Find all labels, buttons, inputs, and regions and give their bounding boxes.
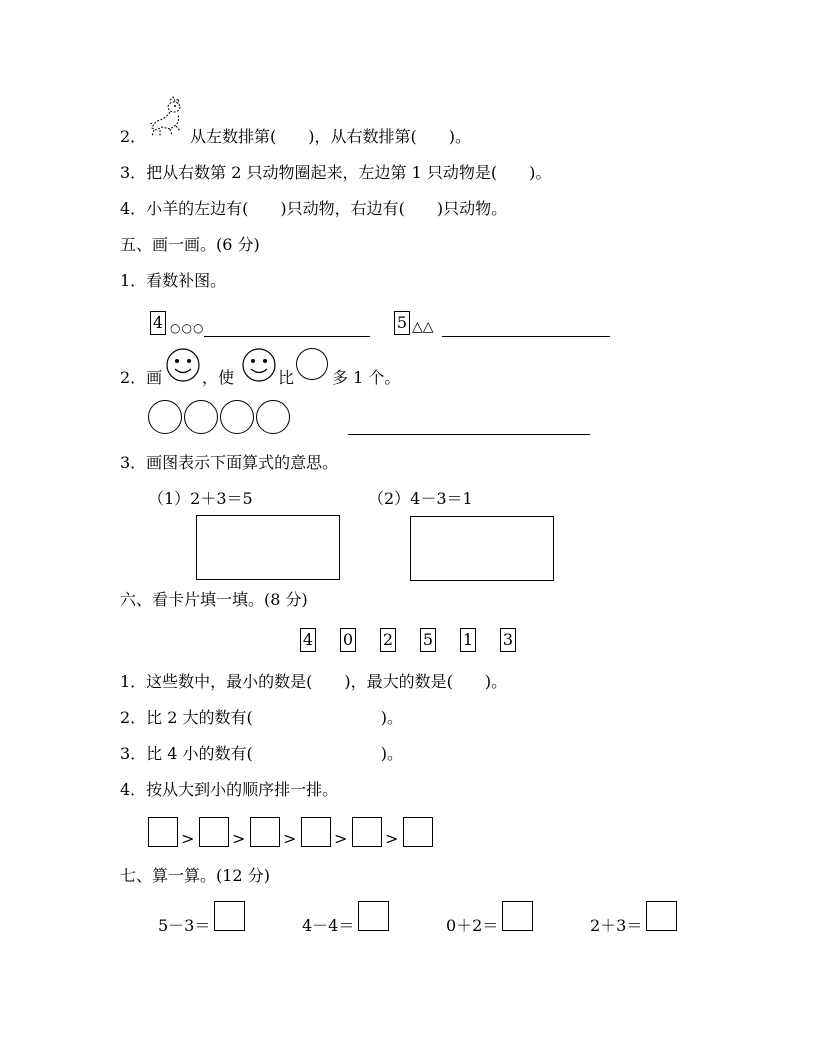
circle-icon (184, 400, 218, 434)
greater-than-sign: > (385, 829, 399, 848)
triangles-symbols: △△ (412, 319, 434, 335)
goat-icon (148, 96, 188, 140)
section5-q2-part4: 多 1 个。 (332, 368, 401, 387)
greater-than-sign: > (283, 829, 297, 848)
q4-text: 4．小羊的左边有( )只动物，右边有( )只动物。 (120, 199, 508, 218)
answer-box[interactable] (403, 817, 433, 847)
calc-expression: 4－4＝ (302, 916, 355, 935)
equation-1: （1）2＋3＝5 (148, 489, 253, 508)
calc-answer-box[interactable] (358, 901, 389, 931)
number-card: 0 (340, 628, 356, 652)
greater-than-sign: > (181, 829, 195, 848)
section6-q4: 4．按从大到小的顺序排一排。 (120, 780, 339, 799)
section5-title: 五、画一画。(6 分) (120, 235, 260, 254)
calc-expression: 0＋2＝ (446, 916, 499, 935)
circle-icon (148, 400, 182, 434)
circle-icon (296, 348, 328, 380)
number-box-4: 4 (150, 311, 166, 335)
calc-answer-box[interactable] (502, 901, 533, 931)
section5-q2-part2: ，使 (202, 368, 235, 387)
answer-box[interactable] (352, 817, 382, 847)
answer-line[interactable] (442, 336, 610, 337)
q2-text: 从左数排第( )，从右数排第( )。 (190, 127, 471, 146)
equation-2: （2）4－3＝1 (368, 489, 473, 508)
q3-text: 3．把从右数第 2 只动物圈起来，左边第 1 只动物是( )。 (120, 163, 552, 182)
section6-q1: 1．这些数中，最小的数是( )，最大的数是( )。 (120, 672, 508, 691)
q2-number: 2． (120, 127, 147, 146)
section6-q2: 2．比 2 大的数有( )。 (120, 708, 404, 727)
circle-icon (256, 400, 290, 434)
circle-icon (220, 400, 254, 434)
number-box-5: 5 (394, 311, 410, 335)
section5-q3: 3．画图表示下面算式的意思。 (120, 453, 339, 472)
drawing-box[interactable] (196, 515, 340, 580)
answer-box[interactable] (148, 817, 178, 847)
section7-title: 七、算一算。(12 分) (120, 866, 270, 885)
answer-line[interactable] (204, 336, 370, 337)
greater-than-sign: > (232, 829, 246, 848)
calc-answer-box[interactable] (646, 901, 677, 931)
answer-line[interactable] (348, 434, 590, 435)
number-card: 1 (460, 628, 476, 652)
calc-answer-box[interactable] (214, 901, 245, 931)
section5-q2-part3: 比 (278, 368, 295, 387)
calc-expression: 5－3＝ (158, 916, 211, 935)
number-card: 3 (500, 628, 516, 652)
section6-title: 六、看卡片填一填。(8 分) (120, 590, 308, 609)
section6-q3: 3．比 4 小的数有( )。 (120, 744, 404, 763)
smiley-face-icon (166, 348, 200, 382)
greater-than-sign: > (334, 829, 348, 848)
drawing-box[interactable] (410, 516, 554, 581)
number-card: 2 (380, 628, 396, 652)
smiley-face-icon (242, 348, 276, 382)
section5-q1: 1．看数补图。 (120, 271, 227, 290)
number-card: 5 (420, 628, 436, 652)
section5-q2-part1: 2．画 (120, 368, 163, 387)
answer-box[interactable] (301, 817, 331, 847)
answer-box[interactable] (199, 817, 229, 847)
calc-expression: 2＋3＝ (590, 916, 643, 935)
number-card: 4 (300, 628, 316, 652)
answer-box[interactable] (250, 817, 280, 847)
circles-symbols: ○○○ (170, 321, 205, 335)
